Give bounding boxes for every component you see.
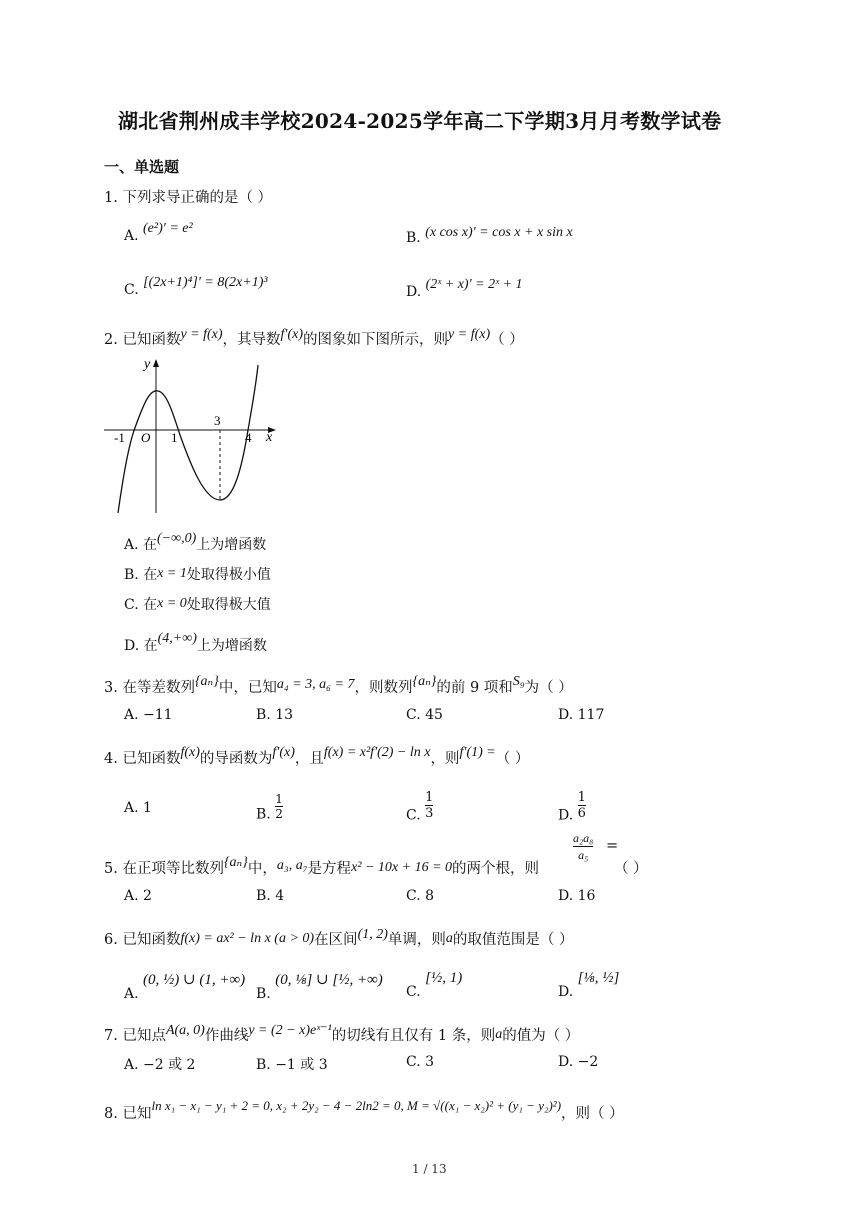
option-math: [⅛, ½] <box>577 970 620 986</box>
option-value: −11 <box>143 707 173 723</box>
q5-equals: = <box>606 838 619 854</box>
fraction-denominator: a₅ <box>573 846 593 863</box>
stem-math: f(x) = x²f′(2) − ln x <box>323 745 431 760</box>
option-value: 13 <box>275 707 294 723</box>
option-label: A. <box>124 986 139 1002</box>
q1-option-b <box>406 225 573 247</box>
stem-math: {aₙ} <box>194 674 219 689</box>
stem-math: y = (2 − x)eˣ⁻¹ <box>248 1023 332 1038</box>
stem-text: （ ） <box>490 332 524 348</box>
q2-option-b <box>124 564 271 584</box>
stem-text: 的值为（ ） <box>502 1028 580 1044</box>
q6-option-d <box>558 970 620 1000</box>
q3-option-b <box>256 707 293 723</box>
option-label: A. <box>124 707 139 723</box>
q7-option-b <box>256 1054 328 1074</box>
q7-option-a <box>124 1054 195 1074</box>
q3-option-d <box>558 707 604 723</box>
option-label: A. <box>124 228 139 244</box>
option-text: 处取得极大值 <box>186 597 271 613</box>
option-value: −2 或 2 <box>143 1057 196 1073</box>
option-value: −1 或 3 <box>275 1057 328 1073</box>
fraction-denominator: 2 <box>275 807 283 821</box>
q2-option-d <box>124 631 267 655</box>
y-axis-arrow <box>153 359 159 367</box>
stem-text: ，且 <box>294 751 324 767</box>
option-label: A. <box>124 800 139 816</box>
option-label: C. <box>406 984 421 1000</box>
derivative-graph <box>100 355 290 520</box>
stem-text: 3. 在等差数列 <box>104 680 195 696</box>
stem-math: {aₙ} <box>223 855 248 870</box>
q3-option-c <box>406 707 443 723</box>
option-value: 8 <box>425 888 435 904</box>
option-label: D. <box>558 707 574 723</box>
stem-text: ，其导数 <box>222 332 281 348</box>
stem-text: 的图象如下图所示，则 <box>303 332 449 348</box>
q4-option-c <box>406 790 434 831</box>
label-4: 4 <box>245 430 252 445</box>
q5-fraction <box>573 830 593 863</box>
x-axis-label: x <box>266 430 273 445</box>
option-label: C. <box>406 888 421 904</box>
option-math: (e²)′ = e² <box>143 221 193 236</box>
option-label: A. <box>124 537 139 553</box>
q5-option-d <box>558 888 595 904</box>
stem-math: A(a, 0) <box>165 1023 205 1038</box>
page-title: 湖北省荆州成丰学校2024-2025学年高二下学期3月月考数学试卷 <box>118 109 722 133</box>
option-label: C. <box>124 282 139 298</box>
q4-option-b <box>256 792 283 829</box>
label-neg1: -1 <box>114 430 125 445</box>
section-heading: 一、单选题 <box>104 158 180 176</box>
option-value: 4 <box>275 888 285 904</box>
fraction-denominator: 6 <box>577 806 586 821</box>
option-value: 1 <box>143 800 152 816</box>
option-math: [(2x+1)⁴]′ = 8(2x+1)³ <box>143 275 268 290</box>
option-label: B. <box>256 986 271 1002</box>
stem-text: 的取值范围是（ ） <box>452 932 574 948</box>
stem-text: 的两个根，则 <box>452 861 540 877</box>
stem-math: {aₙ} <box>412 674 437 689</box>
q5-paren: （ ） <box>614 861 648 877</box>
fraction <box>425 790 433 821</box>
fraction-numerator: a₂a₈ <box>573 831 594 845</box>
q7-option-d <box>558 1054 598 1070</box>
label-3: 3 <box>214 413 221 428</box>
stem-text: 作曲线 <box>204 1028 249 1044</box>
q1-option-d <box>406 277 523 301</box>
stem-text: 单调，则 <box>387 932 446 948</box>
fraction <box>578 790 586 821</box>
stem-text: ，则 <box>430 751 460 767</box>
q3-option-a <box>124 707 173 723</box>
q2-option-c <box>124 594 271 614</box>
fraction-numerator: 1 <box>275 792 283 806</box>
q5-option-b <box>256 888 284 904</box>
stem-math: f(x) <box>180 745 200 760</box>
stem-math: f′(1) = <box>459 745 496 760</box>
stem-text: 中， <box>247 861 277 877</box>
stem-math: a₃, a₇ <box>276 858 308 873</box>
stem-text: 的导函数为 <box>199 751 273 767</box>
label-origin: O <box>141 430 151 445</box>
option-value: 45 <box>425 707 443 723</box>
option-label: B. <box>406 230 421 246</box>
q2-option-a <box>124 531 267 554</box>
stem-math: f(x) = ax² − ln x (a > 0) <box>180 931 315 946</box>
question-1-stem: 1. 下列求导正确的是（ ） <box>104 190 273 206</box>
q6-option-b <box>256 970 383 1002</box>
option-text: 在 <box>143 597 158 613</box>
option-label: B. <box>256 707 271 723</box>
option-text: 在 <box>143 567 158 583</box>
q5-option-a <box>124 888 152 904</box>
option-label: D. <box>124 638 140 654</box>
option-math: (4,+∞) <box>157 631 197 646</box>
fraction-numerator: 1 <box>425 790 434 805</box>
q7-option-c <box>406 1054 434 1070</box>
y-axis-label: y <box>144 357 151 372</box>
option-math: (0, ½) ∪ (1, +∞) <box>143 972 246 988</box>
option-text: 处取得极小值 <box>186 567 271 583</box>
q4-option-a <box>124 800 152 816</box>
option-label: D. <box>406 284 422 300</box>
option-label: C. <box>124 597 139 613</box>
option-label: D. <box>558 888 574 904</box>
stem-math: y = f(x) <box>180 327 223 342</box>
q6-option-c <box>406 970 463 1000</box>
stem-text: 8. 已知 <box>104 1106 152 1122</box>
stem-math: a₄ = 3, a₆ = 7 <box>276 677 355 692</box>
stem-text: 的切线有且仅有 1 条，则 <box>331 1028 496 1044</box>
stem-text: 在区间 <box>314 932 358 948</box>
stem-text: ，则（ ） <box>561 1106 624 1122</box>
option-value: 3 <box>425 1054 435 1070</box>
option-math: (x cos x)′ = cos x + x sin x <box>425 225 573 240</box>
stem-math: ln x₁ − x₁ − y₁ + 2 = 0, x₂ + 2y₂ − 4 − 2ln2 = 0, M = √((x₁ − x₂)² + (y₁ − y₂)²) <box>151 1098 562 1113</box>
option-value: 2 <box>143 888 152 904</box>
stem-text: 7. 已知点 <box>104 1028 166 1044</box>
option-label: D. <box>558 984 574 1000</box>
stem-math: y = f(x) <box>448 327 491 342</box>
option-label: A. <box>124 1057 139 1073</box>
question-2-stem <box>104 328 524 349</box>
stem-text: 是方程 <box>307 861 352 877</box>
option-math: (0, ⅛] ∪ [½, +∞) <box>275 972 383 988</box>
option-math: (2ˣ + x)′ = 2ˣ + 1 <box>425 277 523 292</box>
stem-math: a <box>445 931 453 946</box>
question-8-stem <box>104 1098 624 1123</box>
stem-math: f′(x) <box>280 327 304 342</box>
question-6-stem <box>104 928 574 949</box>
stem-text: 为（ ） <box>524 680 573 696</box>
stem-text: 5. 在正项等比数列 <box>104 861 224 877</box>
fraction <box>275 792 283 821</box>
derivative-curve <box>118 365 258 513</box>
stem-text: 4. 已知函数 <box>104 751 181 767</box>
stem-text: 2. 已知函数 <box>104 332 181 348</box>
question-4-stem <box>104 747 529 768</box>
q5-option-c <box>406 888 434 904</box>
option-value: −2 <box>577 1054 599 1070</box>
stem-text: 的前 9 项和 <box>436 680 513 696</box>
page-number: 1 / 13 <box>412 1162 447 1176</box>
option-label: C. <box>406 807 421 824</box>
q6-option-a <box>124 970 246 1002</box>
stem-math: f′(x) <box>272 745 295 760</box>
stem-text: （ ） <box>495 751 530 767</box>
option-text: 在 <box>143 638 158 654</box>
option-label: B. <box>124 567 139 583</box>
option-math: x = 1 <box>157 566 187 581</box>
q1-option-a <box>124 221 193 245</box>
stem-text: ，则数列 <box>354 680 413 696</box>
fraction-denominator: 3 <box>425 806 434 821</box>
option-label: C. <box>406 707 421 723</box>
option-text: 上为增函数 <box>196 638 267 654</box>
option-label: B. <box>256 1057 271 1073</box>
option-label: A. <box>124 888 139 904</box>
question-7-stem <box>104 1024 579 1045</box>
option-label: B. <box>256 888 271 904</box>
option-value: 117 <box>577 707 605 723</box>
stem-text: 中，已知 <box>218 680 277 696</box>
stem-math: a <box>495 1027 503 1042</box>
q4-option-d <box>558 790 586 831</box>
option-text: 在 <box>143 537 158 553</box>
option-text: 上为增函数 <box>196 537 267 553</box>
option-math: (−∞,0) <box>157 531 197 546</box>
stem-math: (1, 2) <box>357 927 388 942</box>
q1-option-c <box>124 275 268 299</box>
option-value: 16 <box>577 888 596 904</box>
stem-math: S₉ <box>512 674 525 689</box>
option-label: C. <box>406 1054 421 1070</box>
option-math: [½, 1) <box>425 970 463 986</box>
stem-text: 6. 已知函数 <box>104 932 181 948</box>
option-label: B. <box>256 806 271 823</box>
question-3-stem <box>104 676 573 697</box>
stem-math: x² − 10x + 16 = 0 <box>351 860 453 875</box>
label-1: 1 <box>171 430 178 445</box>
option-label: D. <box>558 807 574 824</box>
option-math: x = 0 <box>157 596 187 611</box>
fraction-numerator: 1 <box>577 790 586 805</box>
option-label: D. <box>558 1054 574 1070</box>
question-5-stem <box>104 857 539 878</box>
